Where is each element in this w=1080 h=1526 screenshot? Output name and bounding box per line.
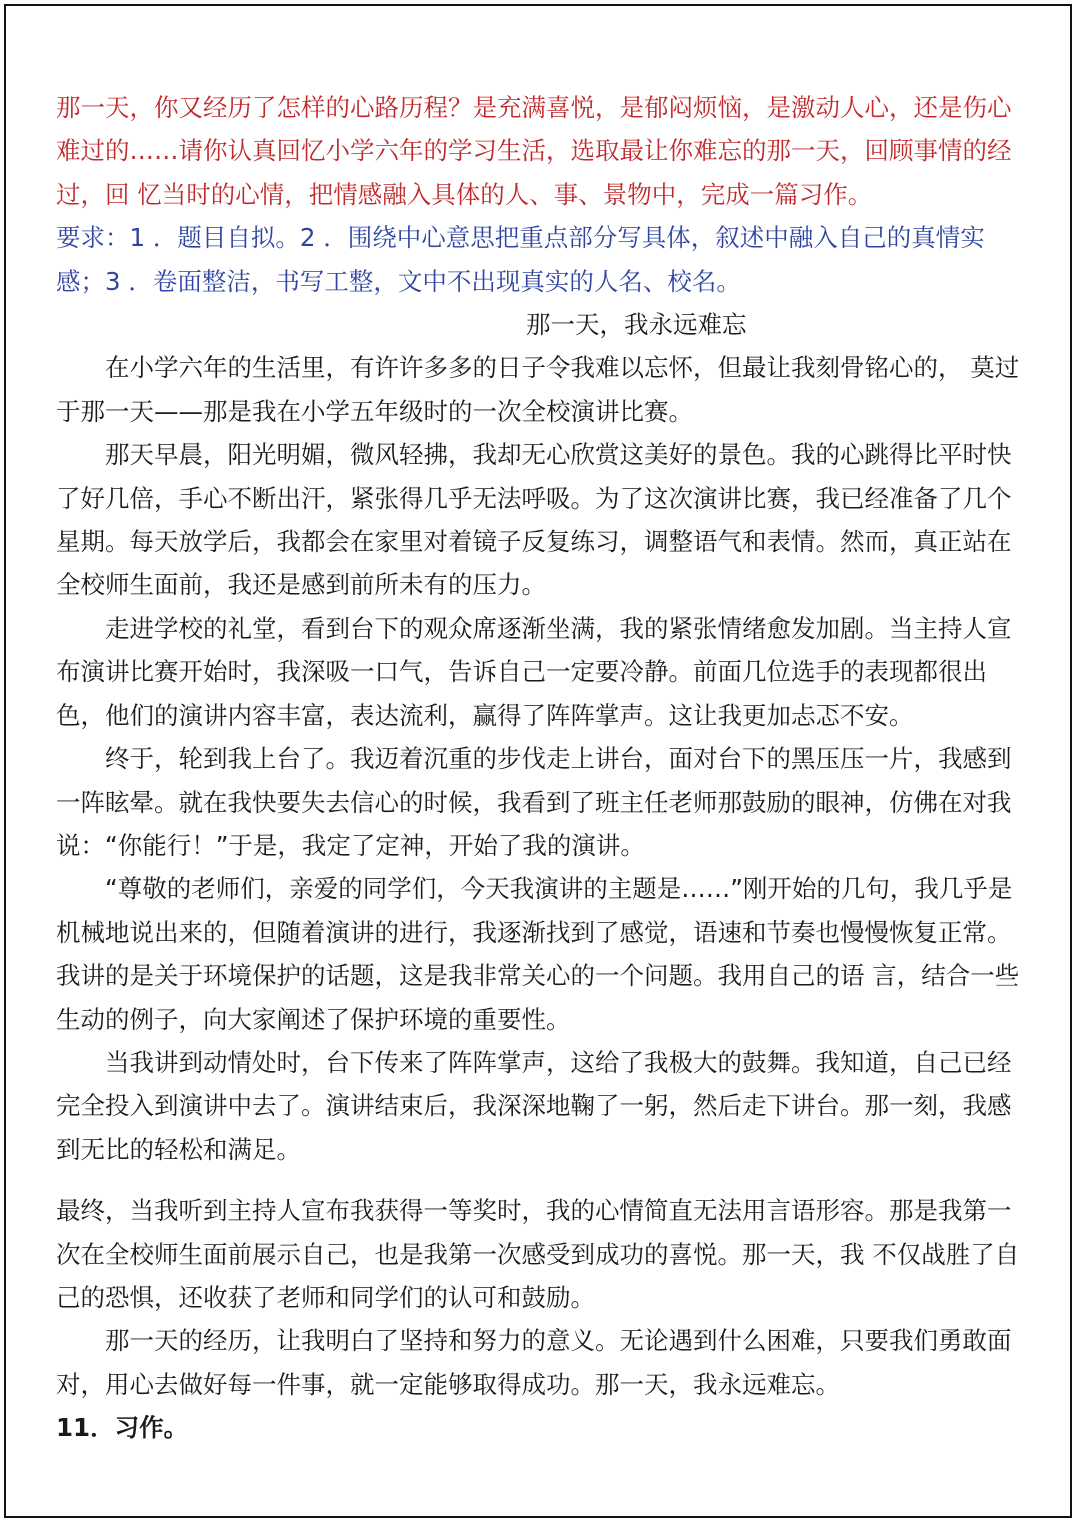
document-content xyxy=(56,86,1026,1450)
essay-paragraph: 当我讲到动情处时，台下传来了阵阵掌声，这给了我极大的鼓舞。我知道，自己已经完全投入到演讲中去了。演讲结束后，我深深地鞠了一躬，然后走下讲台。那一刻，我感到无比的轻松和满足。 xyxy=(56,1047,1012,1164)
essay-paragraph: “尊敬的老师们，亲爱的同学们，今天我演讲的主题是……”刚开始的几句，我几乎是机械地说出来的，但随着演讲的进行，我逐渐找到了感觉，语速和节奏也慢慢恢复正常。我讲的是关于环境保护的话题，这是我非常关心的一个问题。我用自己的语 言，结合一些生动的例子，向大家阐述了保护环境的重要性。 xyxy=(56,874,1020,1034)
essay-paragraph: 那一天的经历，让我明白了坚持和努力的意义。无论遇到什么困难，只要我们勇敢面对，用心去做好每一件事，就一定能够取得成功。那一天，我永远难忘。 xyxy=(56,1326,1012,1399)
essay-paragraph: 终于，轮到我上台了。我迈着沉重的步伐走上讲台，面对台下的黑压压一片，我感到一阵眩晕。就在我快要失去信心的时候，我看到了班主任老师那鼓励的眼神，仿佛在对我说：“你能行！”于是，我定了定神，开始了我的演讲。 xyxy=(56,744,1012,860)
essay-paragraph: 走进学校的礼堂，看到台下的观众席逐渐坐满，我的紧张情绪愈发加剧。当主持人宣布演讲比赛开始时，我深吸一口气，告诉自己一定要冷静。前面几位选手的表现都很出色，他们的演讲内容丰富，表达流利，赢得了阵阵掌声。这让我更加忐忑不安。 xyxy=(56,613,1012,730)
essay-title: 那一天，我永远难忘 xyxy=(526,310,747,340)
writing-prompt: 那一天，你又经历了怎样的心路历程？是充满喜悦，是郁闷烦恼，是激动人心，还是伤心难过的……请你认真回忆小学六年的学习生活，选取最让你难忘的那一天，回顾事情的经过，回 忆当时的心情，把情感融入具体的人、事、景物中，完成一篇习作。 xyxy=(56,93,1012,209)
essay-paragraph: 那天早晨，阳光明媚，微风轻拂，我却无心欣赏这美好的景色。我的心跳得比平时快了好几倍，手心不断出汗，紧张得几乎无法呼吸。为了这次演讲比赛，我已经准备了几个星期。每天放学后，我都会在家里对着镜子反复练习，调整语气和表情。然而，真正站在全校师生面前，我还是感到前所未有的压力。 xyxy=(56,440,1012,600)
essay-paragraph: 在小学六年的生活里，有许许多多的日子令我难以忘怀，但最让我刻骨铭心的， 莫过于那一天——那是我在小学五年级时的一次全校演讲比赛。 xyxy=(56,353,1020,426)
writing-requirements: 要求：1 ．题目自拟。2 ．围绕中心意思把重点部分写具体，叙述中融入自己的真情实感；3 ．卷面整洁，书写工整，文中不出现真实的人名、校名。 xyxy=(56,223,985,296)
document-page xyxy=(4,4,1072,1518)
next-question-label: 11．习作。 xyxy=(56,1413,189,1443)
essay-paragraph: 最终，当我听到主持人宣布我获得一等奖时，我的心情简直无法用言语形容。那是我第一次在全校师生面前展示自己，也是我第一次感受到成功的喜悦。那一天，我 不仅战胜了自己的恐惧，还收获了老师和同学们的认可和鼓励。 xyxy=(56,1196,1020,1312)
